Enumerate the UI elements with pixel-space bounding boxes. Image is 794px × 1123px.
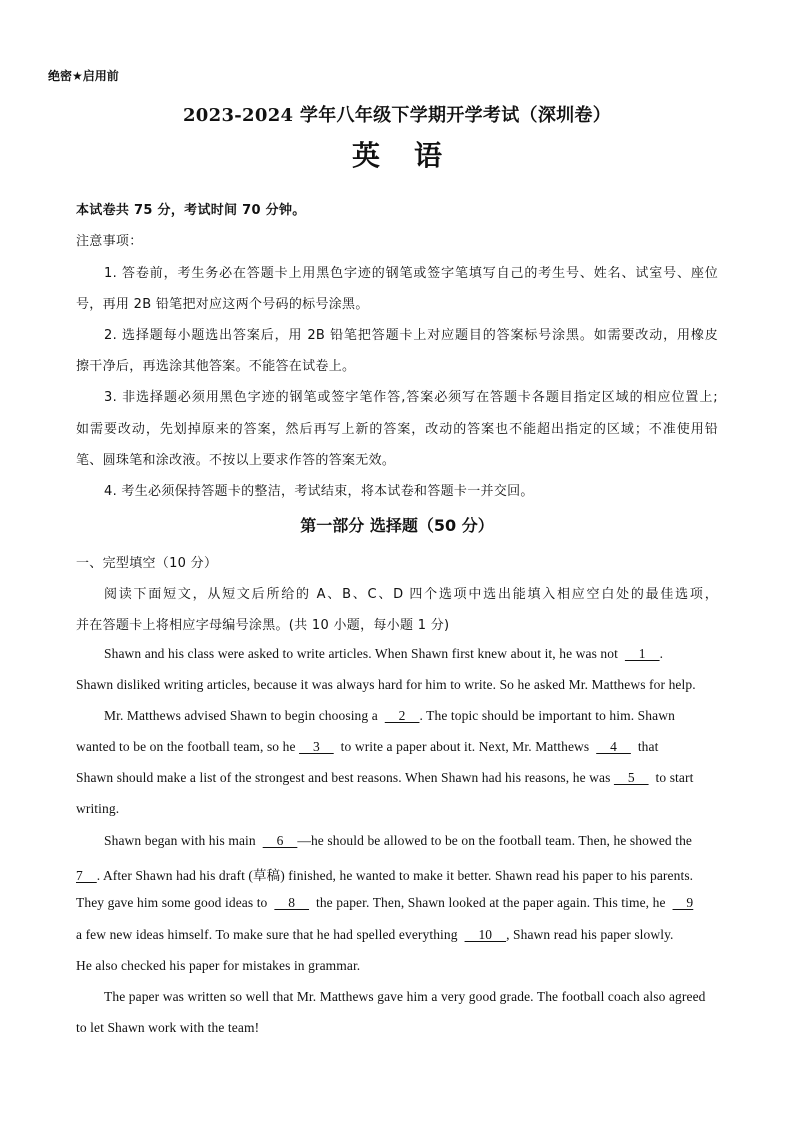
- subject-char-1: 英: [351, 139, 380, 172]
- note-1-line-1: 1. 答卷前，考生务必在答题卡上用黑色字迹的钢笔或签字笔填写自己的考生号、姓名、试室号、座位: [104, 266, 718, 281]
- score-time-info: 本试卷共 75 分，考试时间 70 分钟。: [76, 203, 306, 218]
- text-run: a few new ideas himself. To make sure that he had spelled everything: [76, 927, 458, 942]
- exam-title: 2023-2024 学年八年级下学期开学考试（深圳卷）: [182, 105, 612, 126]
- note-3-line-3: 笔、圆珠笔和涂改液。不按以上要求作答的答案无效。: [76, 453, 396, 468]
- note-4: 4. 考生必须保持答题卡的整洁，考试结束，将本试卷和答题卡一并交回。: [104, 484, 534, 499]
- text-run: that: [637, 739, 659, 754]
- note-3-line-2: 如需要改动，先划掉原来的答案，然后再写上新的答案，改动的答案也不能超出指定的区域；不准使用铅: [76, 422, 718, 437]
- text-run: the paper. Then, Shawn looked at the paper again. This time, he: [315, 895, 666, 910]
- passage-p3-line-2: [76, 864, 718, 884]
- blank-9: 9: [672, 895, 694, 910]
- text-run: Shawn began with his main: [104, 833, 256, 848]
- section-title-cloze: 一、完型填空（10 分）: [76, 556, 218, 571]
- blank-8: 8: [274, 895, 310, 910]
- passage-p4-line-1: The paper was written so well that Mr. Matthews gave him a very good grade. The football coach also agreed: [104, 989, 706, 1004]
- part-one-heading: 第一部分 选择题（50 分）: [300, 516, 494, 535]
- blank-5: 5: [613, 770, 649, 785]
- confidential-label: 绝密★启用前: [48, 69, 119, 83]
- passage-p2-line-1: [104, 708, 718, 724]
- passage-p4-line-2: to let Shawn work with the team!: [76, 1020, 260, 1035]
- passage-p2-line-4: writing.: [76, 801, 120, 816]
- passage-p1-line-2: Shawn disliked writing articles, because it was always hard for him to write. So he asked Mr. Matthews for help.: [76, 677, 696, 692]
- subject-char-2: 语: [414, 139, 443, 172]
- blank-4: 4: [596, 739, 631, 754]
- blank-10: 10: [464, 927, 507, 942]
- blank-3: 3: [299, 739, 334, 754]
- text-run: to write a paper about it. Next, Mr. Matthews: [340, 739, 590, 754]
- text-run: to start: [655, 770, 694, 785]
- blank-7: 7: [76, 868, 97, 883]
- passage-p1-line-1: [104, 646, 718, 662]
- passage-p3-line-1: [104, 833, 718, 849]
- text-run: wanted to be on the football team, so he: [76, 739, 296, 754]
- text-run: Mr. Matthews advised Shawn to begin choosing a: [104, 708, 378, 723]
- text-run: They gave him some good ideas to: [76, 895, 268, 910]
- passage-p3-line-3: [76, 895, 718, 911]
- text-run: Shawn and his class were asked to write articles. When Shawn first knew about it, he was not: [104, 646, 618, 661]
- passage-p2-line-2: [76, 739, 718, 755]
- text-run: , Shawn read his paper slowly.: [506, 927, 674, 942]
- blank-6: 6: [262, 833, 298, 848]
- note-2-line-1: 2. 选择题每小题选出答案后，用 2B 铅笔把答题卡上对应题目的答案标号涂黑。如需要改动，用橡皮: [104, 328, 718, 343]
- subject-title: [0, 134, 794, 174]
- notes-heading: 注意事项：: [76, 234, 143, 249]
- text-run: . The topic should be important to him. Shawn: [419, 708, 675, 723]
- passage-p3-line-5: He also checked his paper for mistakes in grammar.: [76, 958, 361, 973]
- passage-p2-line-3: [76, 770, 718, 786]
- directions-line-2: 并在答题卡上将相应字母编号涂黑。(共 10 小题，每小题 1 分): [76, 618, 450, 633]
- passage-p3-line-4: [76, 927, 718, 943]
- note-1-line-2: 号，再用 2B 铅笔把对应这两个号码的标号涂黑。: [76, 297, 369, 312]
- directions-line-1: 阅读下面短文，从短文后所给的 A、B、C、D 四个选项中选出能填入相应空白处的最佳选项，: [104, 587, 718, 602]
- note-3-line-1: 3. 非选择题必须用黑色字迹的钢笔或签字笔作答,答案必须写在答题卡各题目指定区域的相应位置上;: [104, 390, 718, 405]
- text-run: .: [659, 646, 664, 661]
- blank-1: 1: [624, 646, 660, 661]
- blank-2: 2: [384, 708, 420, 723]
- text-run: . After Shawn had his draft (草稿) finished, he wanted to make it better. Shawn read his paper to his parents.: [96, 868, 694, 883]
- text-run: Shawn should make a list of the strongest and best reasons. When Shawn had his reasons, he was: [76, 770, 611, 785]
- note-2-line-2: 擦干净后，再选涂其他答案。不能答在试卷上。: [76, 359, 356, 374]
- text-run: —he should be allowed to be on the football team. Then, he showed the: [297, 833, 693, 848]
